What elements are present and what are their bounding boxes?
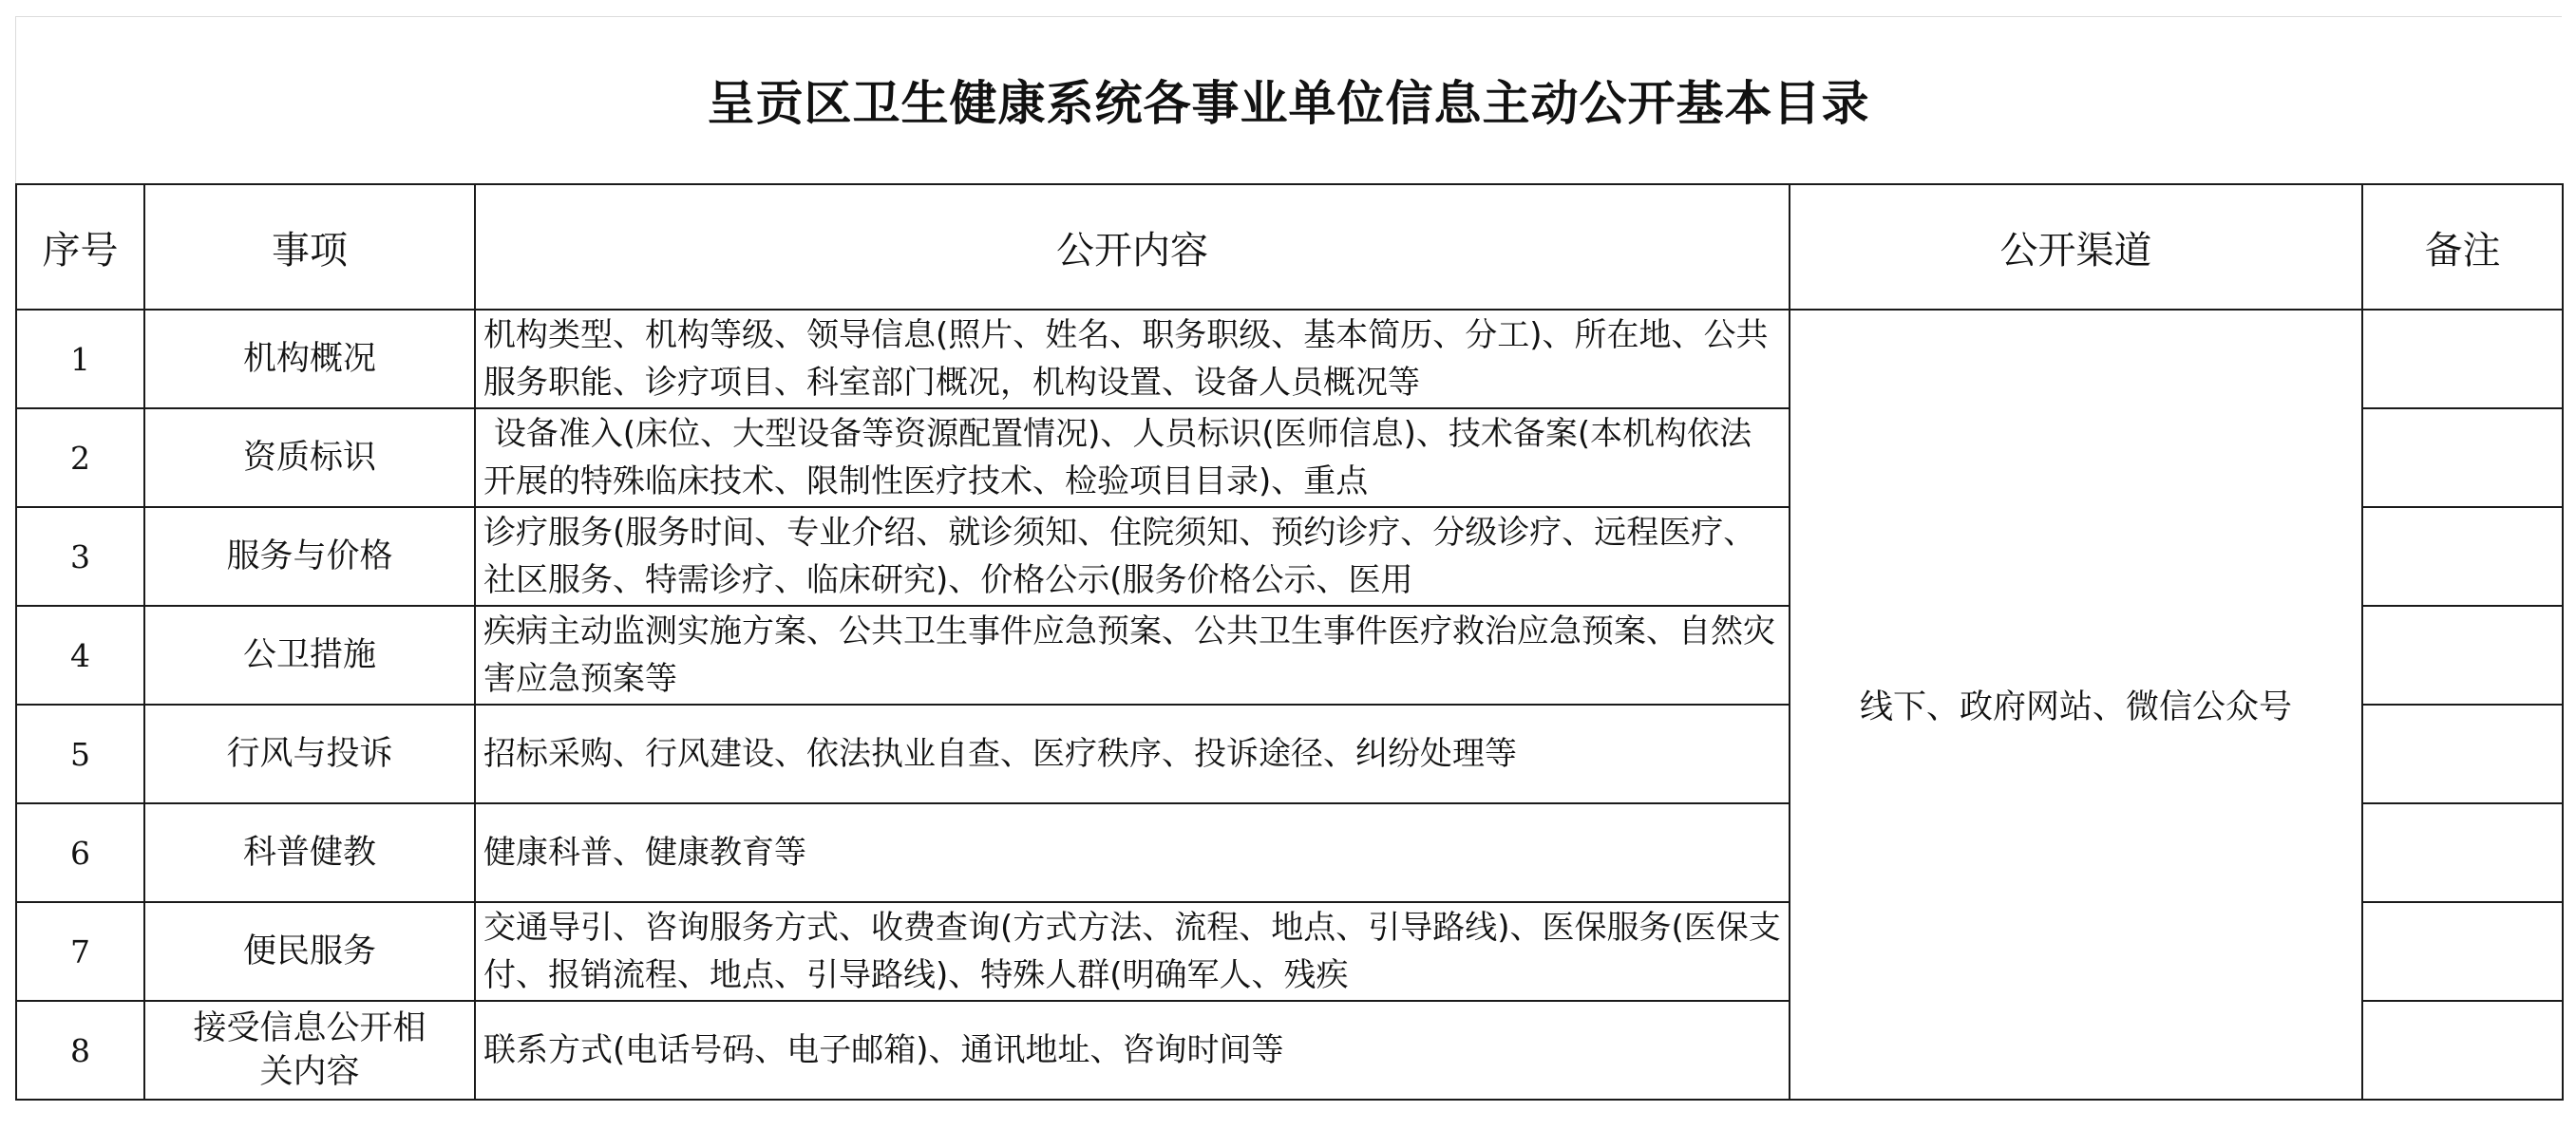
cell-item[interactable]: 服务与价格 [144, 507, 475, 606]
cell-item[interactable]: 资质标识 [144, 408, 475, 507]
cell-content-text: 机构类型、机构等级、领导信息(照片、姓名、职务职级、基本简历、分工)、所在地、公共服务职能、诊疗项目、科室部门概况，机构设置、设备人员概况等 [483, 316, 1769, 402]
cell-content[interactable] [475, 803, 1790, 902]
cell-content[interactable] [475, 606, 1790, 705]
catalog-table [15, 183, 2564, 1101]
cell-note[interactable] [2362, 902, 2563, 1001]
cell-no[interactable]: 8 [16, 1001, 144, 1100]
cell-content-text: 联系方式(电话号码、电子邮箱)、通讯地址、咨询时间等 [483, 1031, 1284, 1069]
header-content[interactable]: 公开内容 [475, 184, 1790, 310]
header-item[interactable]: 事项 [144, 184, 475, 310]
cell-content[interactable] [475, 408, 1790, 507]
table-row [16, 310, 2563, 408]
cell-note[interactable] [2362, 1001, 2563, 1100]
cell-note[interactable] [2362, 507, 2563, 606]
cell-content-text: 设备准入(床位、大型设备等资源配置情况)、人员标识(医师信息)、技术备案(本机构依法开展的特殊临床技术、限制性医疗技术、检验项目目录)、重点 [483, 415, 1752, 500]
cell-content[interactable] [475, 1001, 1790, 1100]
header-note[interactable]: 备注 [2362, 184, 2563, 310]
header-no[interactable]: 序号 [16, 184, 144, 310]
cell-item[interactable] [144, 1001, 475, 1100]
cell-note[interactable] [2362, 310, 2563, 408]
cell-content[interactable] [475, 705, 1790, 803]
cell-no[interactable]: 6 [16, 803, 144, 902]
cell-content[interactable] [475, 902, 1790, 1001]
cell-no[interactable]: 3 [16, 507, 144, 606]
cell-content-text: 诊疗服务(服务时间、专业介绍、就诊须知、住院须知、预约诊疗、分级诊疗、远程医疗、社区服务、特需诊疗、临床研究)、价格公示(服务价格公示、医用 [483, 514, 1756, 599]
cell-item[interactable]: 公卫措施 [144, 606, 475, 705]
cell-content[interactable] [475, 507, 1790, 606]
cell-note[interactable] [2362, 705, 2563, 803]
cell-item[interactable]: 科普健教 [144, 803, 475, 902]
cell-no[interactable]: 1 [16, 310, 144, 408]
cell-item[interactable]: 行风与投诉 [144, 705, 475, 803]
cell-note[interactable] [2362, 803, 2563, 902]
cell-content[interactable] [475, 310, 1790, 408]
cell-note[interactable] [2362, 606, 2563, 705]
cell-item-text: 接受信息公开相关内容 [193, 1009, 426, 1091]
cell-no[interactable]: 2 [16, 408, 144, 507]
cell-no[interactable]: 4 [16, 606, 144, 705]
cell-content-text: 健康科普、健康教育等 [483, 834, 806, 872]
cell-channel[interactable]: 线下、政府网站、微信公众号 [1790, 310, 2362, 1100]
cell-item[interactable]: 机构概况 [144, 310, 475, 408]
cell-no[interactable]: 5 [16, 705, 144, 803]
document-title: 呈贡区卫生健康系统各事业单位信息主动公开基本目录 [707, 76, 1870, 131]
cell-content-text: 招标采购、行风建设、依法执业自查、医疗秩序、投诉途径、纠纷处理等 [483, 735, 1517, 773]
header-channel[interactable]: 公开渠道 [1790, 184, 2362, 310]
cell-item[interactable]: 便民服务 [144, 902, 475, 1001]
cell-note[interactable] [2362, 408, 2563, 507]
cell-no[interactable]: 7 [16, 902, 144, 1001]
header-row [16, 184, 2563, 310]
cell-content-text: 疾病主动监测实施方案、公共卫生事件应急预案、公共卫生事件医疗救治应急预案、自然灾害应急预案等 [483, 612, 1775, 698]
cell-content-text: 交通导引、咨询服务方式、收费查询(方式方法、流程、地点、引导路线)、医保服务(医保支付、报销流程、地点、引导路线)、特殊人群(明确军人、残疾 [483, 909, 1781, 994]
